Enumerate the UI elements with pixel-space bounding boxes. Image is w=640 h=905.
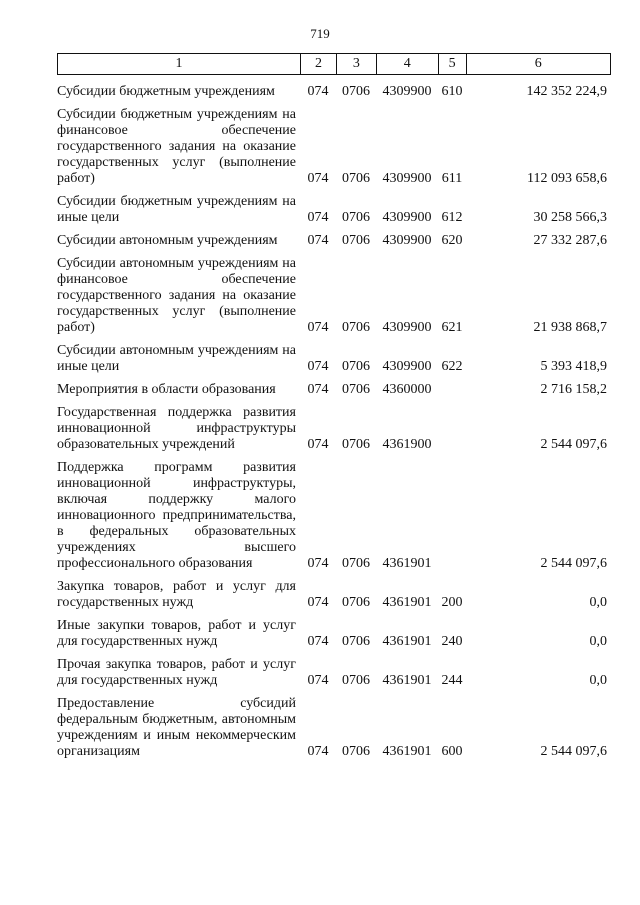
- table-row: [57, 107, 611, 187]
- row-col-5: 612: [441, 210, 463, 225]
- row-name: Мероприятия в области образования: [57, 382, 276, 397]
- row-col-3: 0706: [342, 673, 370, 688]
- table-body: [57, 84, 611, 767]
- table-row: [57, 343, 611, 375]
- row-col-3: 0706: [342, 744, 370, 759]
- row-col-2: 074: [307, 673, 329, 688]
- table-row: [57, 405, 611, 453]
- row-col-5: 611: [441, 171, 463, 186]
- row-col-4: 4361901: [382, 556, 432, 571]
- row-col-5: 610: [441, 84, 463, 99]
- row-amount: 30 258 566,3: [533, 210, 607, 225]
- row-col-4: 4309900: [382, 171, 432, 186]
- row-amount: 2 544 097,6: [540, 556, 607, 571]
- row-col-5: 620: [441, 233, 463, 248]
- row-name: Иные закупки товаров, работ и услуг для государственных нужд: [57, 618, 296, 649]
- table-row: [57, 382, 611, 398]
- row-amount: 0,0: [589, 595, 607, 610]
- row-name: Субсидии автономным учреждениям на финансовое обеспечение государственного задания на оказание государственных услуг (выполнение работ): [57, 256, 296, 335]
- row-col-2: 074: [307, 382, 329, 397]
- row-col-5: 621: [441, 320, 463, 335]
- row-col-4: 4361901: [382, 673, 432, 688]
- table-row: [57, 233, 611, 249]
- header-col-4: 4: [376, 54, 438, 74]
- row-col-3: 0706: [342, 556, 370, 571]
- row-col-2: 074: [307, 171, 329, 186]
- row-col-3: 0706: [342, 437, 370, 452]
- row-amount: 2 544 097,6: [540, 744, 607, 759]
- row-amount: 2 716 158,2: [540, 382, 607, 397]
- row-col-2: 074: [307, 320, 329, 335]
- table-row: [57, 696, 611, 760]
- row-col-3: 0706: [342, 359, 370, 374]
- row-col-4: 4361901: [382, 634, 432, 649]
- row-col-5: 600: [441, 744, 463, 759]
- row-amount: 27 332 287,6: [533, 233, 607, 248]
- row-col-2: 074: [307, 210, 329, 225]
- row-name: Субсидии бюджетным учреждениям на иные цели: [57, 194, 296, 225]
- row-col-4: 4309900: [382, 233, 432, 248]
- row-col-2: 074: [307, 437, 329, 452]
- row-amount: 0,0: [589, 634, 607, 649]
- row-col-4: 4361901: [382, 744, 432, 759]
- row-name: Поддержка программ развития инновационной инфраструктуры, включая поддержку малого инновационного предпринимательства, в федеральных образовательных учреждениях высшего профессионального образования: [57, 460, 296, 571]
- row-col-2: 074: [307, 233, 329, 248]
- row-col-2: 074: [307, 595, 329, 610]
- row-col-4: 4361900: [382, 437, 432, 452]
- row-col-3: 0706: [342, 382, 370, 397]
- row-col-5: 244: [441, 673, 463, 688]
- row-col-3: 0706: [342, 171, 370, 186]
- table-row: [57, 579, 611, 611]
- row-name: Государственная поддержка развития инновационной инфраструктуры образовательных учреждений: [57, 405, 296, 452]
- row-col-3: 0706: [342, 84, 370, 99]
- header-col-5: 5: [438, 54, 466, 74]
- row-col-4: 4361901: [382, 595, 432, 610]
- row-name: Предоставление субсидий федеральным бюджетным, автономным учреждениям и иным некоммерческим организациям: [57, 696, 296, 759]
- row-col-4: 4360000: [382, 382, 432, 397]
- table-header: [57, 53, 611, 75]
- row-amount: 0,0: [589, 673, 607, 688]
- row-col-4: 4309900: [382, 320, 432, 335]
- table-row: [57, 460, 611, 572]
- row-col-5: 622: [441, 359, 463, 374]
- row-amount: 142 352 224,9: [526, 84, 607, 99]
- row-col-2: 074: [307, 359, 329, 374]
- row-col-5: 200: [441, 595, 463, 610]
- table-row: [57, 84, 611, 100]
- row-amount: 2 544 097,6: [540, 437, 607, 452]
- row-col-3: 0706: [342, 233, 370, 248]
- row-name: Субсидии автономным учреждениям: [57, 233, 278, 248]
- row-col-2: 074: [307, 556, 329, 571]
- header-col-2: 2: [300, 54, 336, 74]
- row-name: Прочая закупка товаров, работ и услуг для государственных нужд: [57, 657, 296, 688]
- row-col-3: 0706: [342, 210, 370, 225]
- table-row: [57, 256, 611, 336]
- header-col-6: 6: [466, 54, 610, 74]
- row-amount: 21 938 868,7: [533, 320, 607, 335]
- row-amount: 112 093 658,6: [527, 171, 607, 186]
- row-col-4: 4309900: [382, 84, 432, 99]
- table-row: [57, 618, 611, 650]
- row-name: Закупка товаров, работ и услуг для государственных нужд: [57, 579, 296, 610]
- table-row: [57, 194, 611, 226]
- row-col-4: 4309900: [382, 210, 432, 225]
- row-name: Субсидии бюджетным учреждениям на финансовое обеспечение государственного задания на оказание государственных услуг (выполнение работ): [57, 107, 296, 186]
- row-amount: 5 393 418,9: [540, 359, 607, 374]
- row-col-5: 240: [441, 634, 463, 649]
- row-name: Субсидии автономным учреждениям на иные цели: [57, 343, 296, 374]
- row-name: Субсидии бюджетным учреждениям: [57, 84, 275, 99]
- row-col-2: 074: [307, 744, 329, 759]
- row-col-3: 0706: [342, 634, 370, 649]
- row-col-2: 074: [307, 84, 329, 99]
- page-number: 719: [310, 26, 330, 41]
- row-col-3: 0706: [342, 595, 370, 610]
- header-col-3: 3: [336, 54, 376, 74]
- row-col-2: 074: [307, 634, 329, 649]
- header-col-1: 1: [175, 56, 183, 71]
- row-col-4: 4309900: [382, 359, 432, 374]
- table-row: [57, 657, 611, 689]
- row-col-3: 0706: [342, 320, 370, 335]
